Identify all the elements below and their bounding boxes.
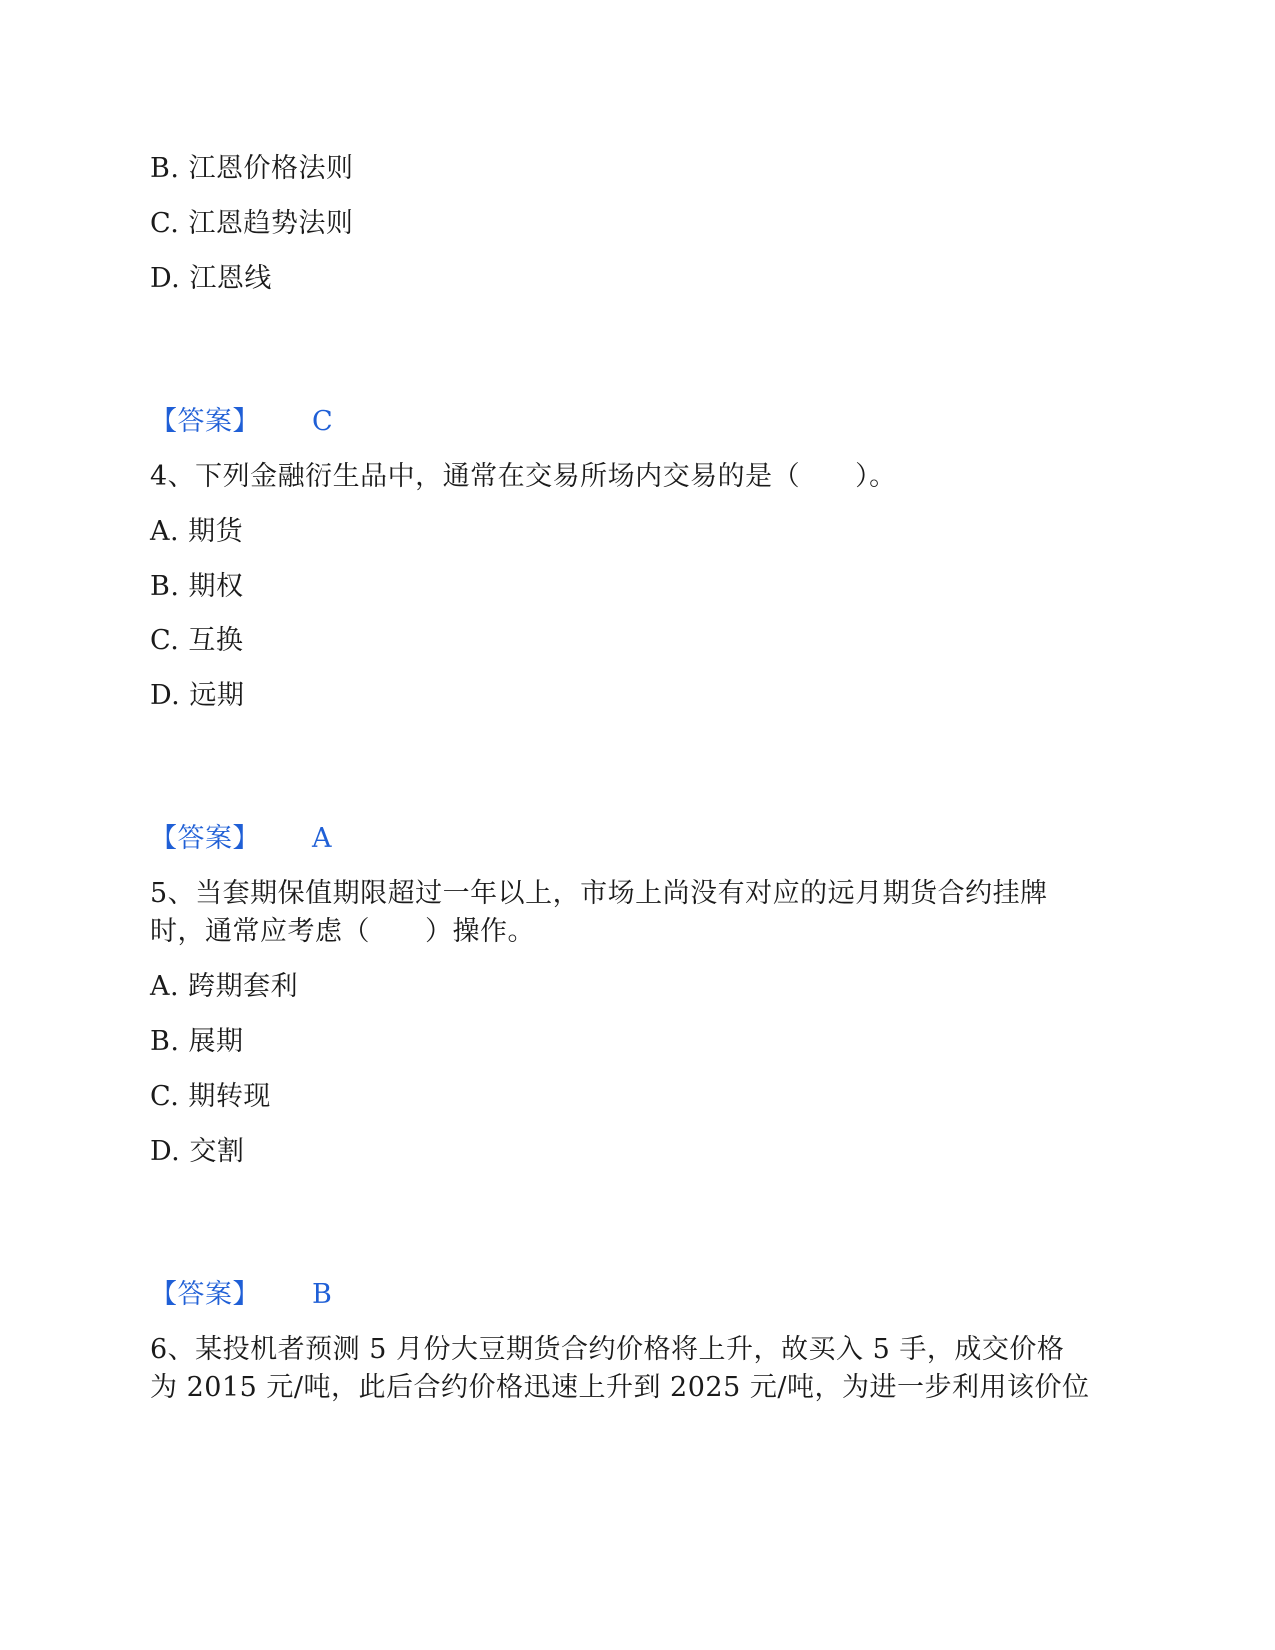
answer-row	[150, 404, 333, 440]
answer-value: B	[312, 1279, 333, 1310]
question-text-continued: 为 2015 元/吨，此后合约价格迅速上升到 2025 元/吨，为进一步利用该价位	[150, 1372, 1090, 1403]
option-a: A. 跨期套利	[150, 971, 299, 1002]
answer-row	[150, 1277, 332, 1313]
question-text: 4、下列金融衍生品中，通常在交易所场内交易的是（ ）。	[150, 461, 897, 492]
answer-row	[150, 821, 332, 857]
option-b: B. 期权	[150, 571, 244, 602]
option-c: C. 期转现	[150, 1081, 271, 1112]
option-c: C. 互换	[150, 625, 244, 656]
answer-label: 【答案】	[150, 823, 260, 854]
question-text: 5、当套期保值期限超过一年以上，市场上尚没有对应的远月期货合约挂牌	[150, 878, 1048, 909]
option-d: D. 江恩线	[150, 263, 272, 294]
option-c: C. 江恩趋势法则	[150, 208, 354, 239]
question-text-continued: 时，通常应考虑（ ）操作。	[150, 916, 535, 947]
option-d: D. 交割	[150, 1136, 245, 1167]
answer-value: C	[312, 406, 334, 437]
option-d: D. 远期	[150, 680, 245, 711]
answer-value: A	[312, 823, 332, 854]
option-b: B. 展期	[150, 1026, 244, 1057]
answer-label: 【答案】	[150, 406, 260, 437]
question-text: 6、某投机者预测 5 月份大豆期货合约价格将上升，故买入 5 手，成交价格	[150, 1334, 1065, 1365]
option-b: B. 江恩价格法则	[150, 153, 354, 184]
option-a: A. 期货	[150, 516, 244, 547]
answer-label: 【答案】	[150, 1279, 260, 1310]
